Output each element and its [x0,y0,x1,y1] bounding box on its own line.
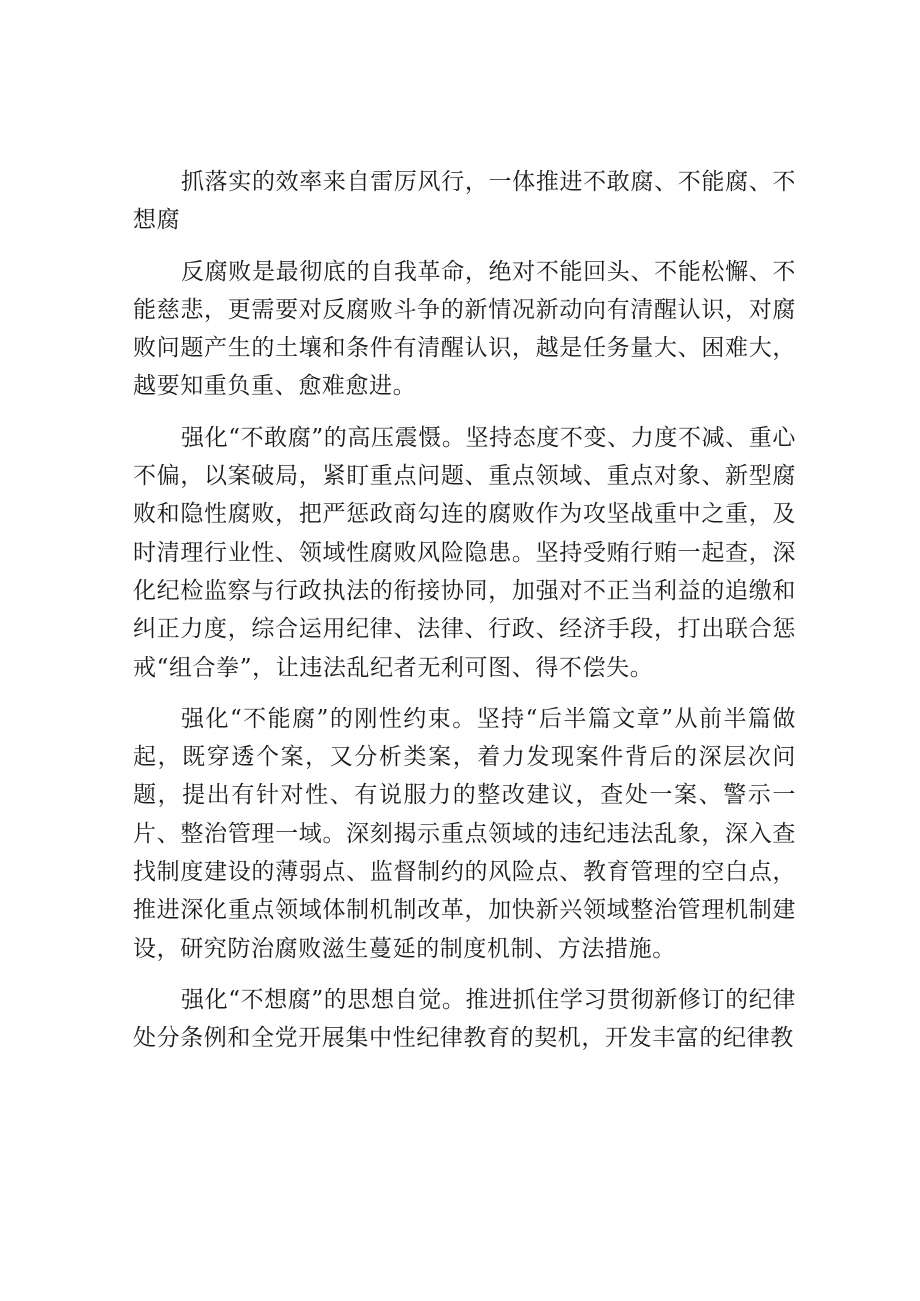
body-paragraph-buneng: 强化“不能腐”的刚性约束。坚持“后半篇文章”从前半篇做起，既穿透个案，又分析类案，着力发现案件背后的深层次问题，提出有针对性、有说服力的整改建议，查处一案、警示一片、整治管理一域。深刻揭示重点领域的违纪违法乱象，深入查找制度建设的薄弱点、监督制约的风险点、教育管理的空白点，推进深化重点领域体制机制改革，加快新兴领域整治管理机制建设，研究防治腐败滋生蔓延的制度机制、方法措施。 [133,705,796,962]
body-paragraph-intro: 反腐败是最彻底的自我革命，绝对不能回头、不能松懈、不能慈悲，更需要对反腐败斗争的新情况新动向有清醒认识，对腐败问题产生的土壤和条件有清醒认识，越是任务量大、困难大，越要知重负重、愈难愈进。 [133,258,796,400]
body-paragraph-buxiang: 强化“不想腐”的思想自觉。推进抓住学习贯彻新修订的纪律处分条例和全党开展集中性纪律教育的契机，开发丰富的纪律教 [133,986,796,1052]
document-body [133,163,796,1071]
section-heading: 抓落实的效率来自雷厉风行，一体推进不敢腐、不能腐、不想腐 [133,169,796,234]
body-paragraph-bugan: 强化“不敢腐”的高压震慑。坚持态度不变、力度不减、重心不偏，以案破局，紧盯重点问题、重点领域、重点对象、新型腐败和隐性腐败，把严惩政商勾连的腐败作为攻坚战重中之重，及时清理行业性、领域性腐败风险隐患。坚持受贿行贿一起查，深化纪检监察与行政执法的衔接协同，加强对不正当利益的追缴和纠正力度，综合运用纪律、法律、行政、经济手段，打出联合惩戒“组合拳”，让违法乱纪者无利可图、得不偿失。 [133,424,796,681]
